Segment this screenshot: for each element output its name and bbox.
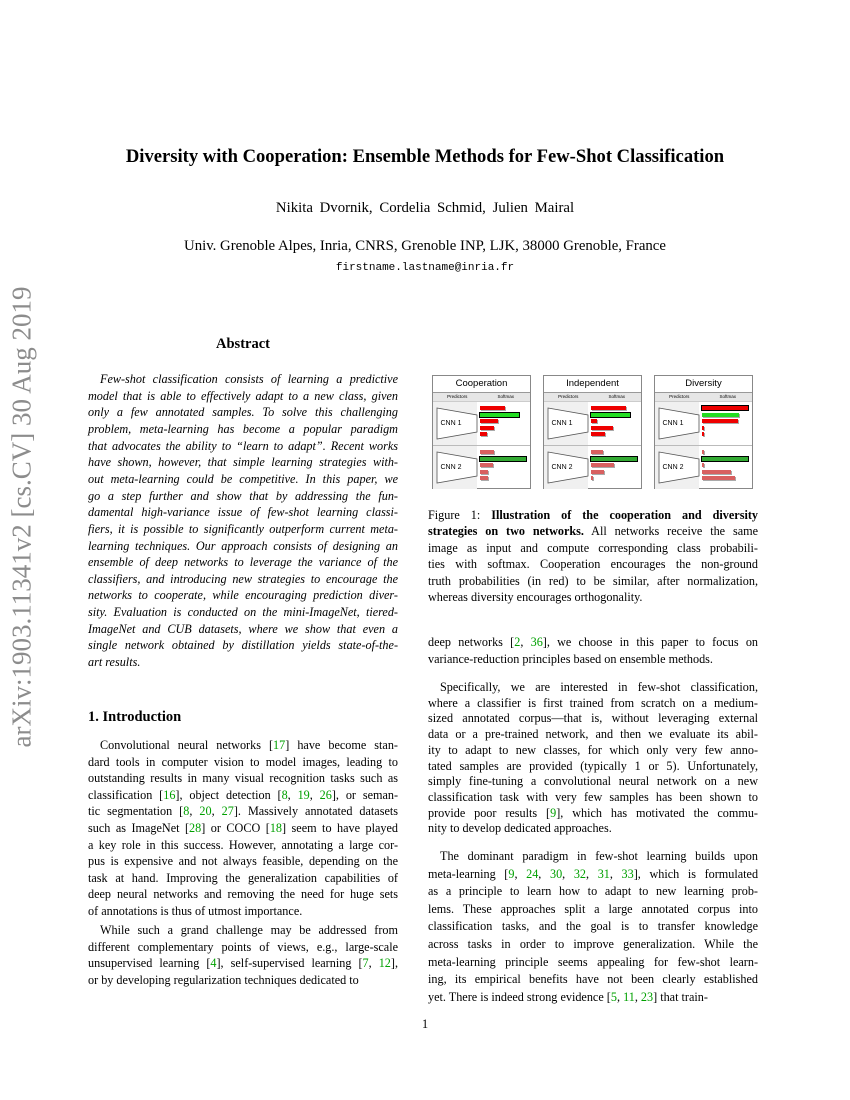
class-prob-bar bbox=[702, 406, 748, 410]
panel-title: Cooperation bbox=[433, 376, 530, 393]
abstract-lines-line: out meta-learning could be competitive. In this paper, we bbox=[88, 471, 398, 486]
abstract-lines-line: classifiers, and introducing new strategies to encourage the bbox=[88, 571, 398, 586]
abstract-lines-line: that advocates the ability to “learn to adapt”. Recent works bbox=[88, 438, 398, 453]
right-p1-line: sized annotated corpus—that is, without leveraging external bbox=[428, 711, 758, 726]
intro-p1-line: tic segmentation [8, 20, 27]. Massively annotated datasets bbox=[88, 804, 399, 819]
class-prob-bar bbox=[480, 476, 488, 480]
figure-caption-line: whereas diversity encourages orthogonality. bbox=[428, 590, 643, 604]
softmax-bars bbox=[480, 406, 528, 439]
cnn2-section bbox=[655, 446, 752, 489]
cnn1-section bbox=[655, 402, 752, 446]
ground-truth-bar bbox=[480, 457, 526, 461]
softmax-bars bbox=[591, 450, 639, 483]
intro-p1-line: Convolutional neural networks [17] have become stan- bbox=[100, 738, 398, 752]
softmax-bars bbox=[591, 406, 639, 439]
intro-p2-line: different complementary points of views, e.g., large-scale bbox=[88, 939, 398, 954]
right-p2-line: The dominant paradigm in few-shot learning builds upon bbox=[440, 849, 758, 863]
panel-subheader bbox=[544, 393, 641, 402]
cnn2-section bbox=[544, 446, 641, 489]
intro-p1-line: pus is expensive and not always feasible, depending on the bbox=[88, 854, 398, 869]
right-p2-line: as a principle to learn how to adapt to new learning prob- bbox=[428, 884, 758, 899]
right-p1-line: data or a pre-trained network, and then we evaluate its abil- bbox=[428, 727, 758, 742]
right-p2-line: ing, its empirical benefits have not been clearly established bbox=[428, 972, 758, 987]
right-p1-line: Specifically, we are interested in few-shot classification, bbox=[440, 680, 758, 694]
intro-p1-line: outstanding results in many visual recognition tasks such as bbox=[88, 771, 398, 786]
page-number: 1 bbox=[421, 1017, 429, 1031]
figure-caption-line: image as input and compute corresponding class probabili- bbox=[428, 540, 758, 555]
cnn2-section bbox=[433, 446, 530, 489]
class-prob-bar bbox=[591, 476, 593, 480]
cnn-label: CNN 2 bbox=[440, 464, 462, 471]
panel-subheader bbox=[433, 393, 530, 402]
cnn-label: CNN 1 bbox=[662, 420, 684, 427]
class-prob-bar bbox=[480, 432, 487, 436]
intro-p2-line: unsupervised learning [4], self-supervised learning [7, 12], bbox=[88, 956, 398, 971]
intro-p1-line: classification [16], object detection [8, 19, 26], or seman- bbox=[88, 787, 399, 802]
class-prob-bar bbox=[702, 470, 731, 474]
class-prob-bar bbox=[480, 450, 494, 454]
abstract-lines-line: go a step further and show that by addressing the fun- bbox=[88, 488, 398, 503]
class-prob-bar bbox=[591, 432, 605, 436]
ground-truth-bar bbox=[702, 413, 739, 417]
predictors-label: Predictors bbox=[669, 394, 690, 399]
class-prob-bar bbox=[480, 426, 494, 430]
abstract-lines-line: sity. Evaluation is conducted on the mini-ImageNet, tiered- bbox=[88, 605, 398, 620]
panel-title: Independent bbox=[544, 376, 641, 393]
figure-panel-diversity bbox=[654, 375, 753, 489]
abstract-lines-line: ensemble of deep networks to leverage the variance of the bbox=[88, 555, 398, 570]
class-prob-bar bbox=[591, 426, 613, 430]
ground-truth-bar bbox=[702, 457, 748, 461]
abstract-lines-line: learning techniques. Our approach consists of designing an bbox=[88, 538, 398, 553]
class-prob-bar bbox=[591, 450, 603, 454]
class-prob-bar bbox=[480, 470, 488, 474]
predictors-label: Predictors bbox=[558, 394, 579, 399]
class-prob-bar bbox=[591, 406, 626, 410]
abstract-heading: Abstract bbox=[216, 336, 270, 352]
softmax-bars bbox=[480, 450, 528, 483]
right-p2-line: lems. These approaches split a large annotated corpus into bbox=[428, 901, 758, 916]
class-prob-bar bbox=[702, 419, 738, 423]
figure-caption-line: Figure 1: Illustration of the cooperation and diversity bbox=[428, 508, 758, 522]
ground-truth-bar bbox=[480, 413, 519, 417]
softmax-label: Softmax bbox=[719, 394, 736, 399]
abstract-lines-line: Few-shot classification consists of learning a predictive bbox=[100, 372, 398, 386]
abstract-lines-line: single network obtained by distillation yields state-of-the- bbox=[88, 638, 398, 653]
class-prob-bar bbox=[480, 463, 493, 467]
class-prob-bar bbox=[591, 419, 597, 423]
right-p1-line: classification task with very few samples has been shown to bbox=[428, 789, 758, 804]
abstract-lines-line: art results. bbox=[88, 655, 141, 670]
abstract-lines-line: have shown, however, that simple learning strategies with- bbox=[88, 455, 398, 470]
class-prob-bar bbox=[702, 432, 704, 436]
right-p2-line: meta-learning [9, 24, 30, 32, 31, 33], which is formulated bbox=[428, 866, 759, 881]
abstract-lines-line: damental high-variance issue of few-shot learning classi- bbox=[88, 505, 398, 520]
right-p2-line: across tasks in order to improve generalization. While the bbox=[428, 937, 758, 951]
figure-caption-line: truth probabilities (in red) to be similar, after normalization, bbox=[428, 573, 758, 588]
softmax-label: Softmax bbox=[608, 394, 625, 399]
panel-subheader bbox=[655, 393, 752, 402]
softmax-bars bbox=[702, 450, 750, 483]
cnn1-section bbox=[433, 402, 530, 446]
right-p0-line: variance-reduction principles based on ensemble methods. bbox=[428, 651, 713, 666]
intro-p1-line: task at hand. Improving the generalization capabilities of bbox=[88, 870, 398, 885]
class-prob-bar bbox=[702, 463, 704, 467]
class-prob-bar bbox=[480, 406, 505, 410]
right-p1-line: where a classifier is first trained from scratch on a medium- bbox=[428, 695, 758, 710]
ground-truth-bar bbox=[591, 457, 637, 461]
intro-heading: 1. Introduction bbox=[88, 709, 182, 725]
abstract-lines-line: networks to cooperate, while encouraging prediction diver- bbox=[88, 588, 398, 603]
intro-p2-line: While such a grand challenge may be addressed from bbox=[100, 923, 398, 937]
abstract-lines-line: only a few annotated samples. To solve this challenging bbox=[88, 405, 398, 420]
cnn-label: CNN 2 bbox=[662, 464, 684, 471]
cnn-label: CNN 2 bbox=[551, 464, 573, 471]
predictors-label: Predictors bbox=[447, 394, 468, 399]
class-prob-bar bbox=[702, 426, 704, 430]
figure-panel-independent bbox=[543, 375, 642, 489]
class-prob-bar bbox=[480, 419, 498, 423]
intro-p1-line: dard tools in computer vision to model images, leading to bbox=[88, 754, 398, 769]
right-p2-line: yet. There is indeed strong evidence [5, 11, 23] that train- bbox=[428, 989, 708, 1004]
softmax-bars bbox=[702, 406, 750, 439]
intro-p1-line: such as ImageNet [28] or COCO [18] seem to have played bbox=[88, 821, 398, 835]
right-p1-line: provide poor results [9], which has motivated the commu- bbox=[428, 805, 758, 820]
class-prob-bar bbox=[591, 463, 614, 467]
class-prob-bar bbox=[591, 470, 604, 474]
figure-caption-line: strategies on two networks. All networks receive the same bbox=[428, 524, 759, 539]
affiliation: Univ. Grenoble Alpes, Inria, CNRS, Grenoble INP, LJK, 38000 Grenoble, France bbox=[184, 238, 666, 254]
softmax-label: Softmax bbox=[497, 394, 514, 399]
right-p0-line: deep networks [2, 36], we choose in this paper to focus on bbox=[428, 635, 759, 649]
panel-title: Diversity bbox=[655, 376, 752, 393]
authors: Nikita Dvornik, Cordelia Schmid, Julien Mairal bbox=[275, 200, 575, 216]
right-p1-line: ity to adapt to new classes, for which only very few anno- bbox=[428, 742, 758, 757]
abstract-lines-line: fiers, it is possible to significantly outperform current meta- bbox=[88, 521, 398, 536]
right-p2-line: meta-learning principle seems appealing for few-shot learn- bbox=[428, 954, 758, 969]
intro-p1-line: of annotations is thus of utmost importance. bbox=[88, 904, 303, 918]
intro-p2-line: or by developing regularization techniques dedicated to bbox=[88, 972, 359, 987]
intro-p1-line: a key role in this success. However, annotating a large cor- bbox=[88, 837, 398, 852]
intro-p1-line: deep neural networks and removing the need for huge sets bbox=[88, 887, 398, 902]
cnn1-section bbox=[544, 402, 641, 446]
cnn-label: CNN 1 bbox=[440, 420, 462, 427]
ground-truth-bar bbox=[591, 413, 630, 417]
paper-title: Diversity with Cooperation: Ensemble Methods for Few-Shot Classification bbox=[125, 146, 725, 167]
abstract-lines-line: ImageNet and CUB datasets, where we show that even a bbox=[88, 621, 398, 636]
abstract-lines-line: model that is able to effectively adapt to a new class, given bbox=[88, 388, 398, 403]
right-p2-line: classification tasks, and the goal is to transfer knowledge bbox=[428, 919, 758, 934]
abstract-lines-line: problem, meta-learning has become a popular paradigm bbox=[88, 421, 398, 436]
right-p1-line: nity to develop dedicated approaches. bbox=[428, 821, 612, 836]
email: firstname.lastname@inria.fr bbox=[335, 262, 515, 274]
class-prob-bar bbox=[702, 450, 704, 454]
arxiv-watermark: arXiv:1903.11341v2 [cs.CV] 30 Aug 2019 bbox=[6, 286, 37, 748]
figure-caption-line: ties with softmax. Cooperation encourages the non-ground bbox=[428, 557, 758, 572]
class-prob-bar bbox=[702, 476, 735, 480]
cnn-label: CNN 1 bbox=[551, 420, 573, 427]
figure-panel-cooperation bbox=[432, 375, 531, 489]
right-p1-line: tated samples are provided (typically 1 or 5). Unfortunately, bbox=[428, 758, 758, 773]
right-p1-line: simply fine-tuning a convolutional neural network on a new bbox=[428, 774, 758, 789]
